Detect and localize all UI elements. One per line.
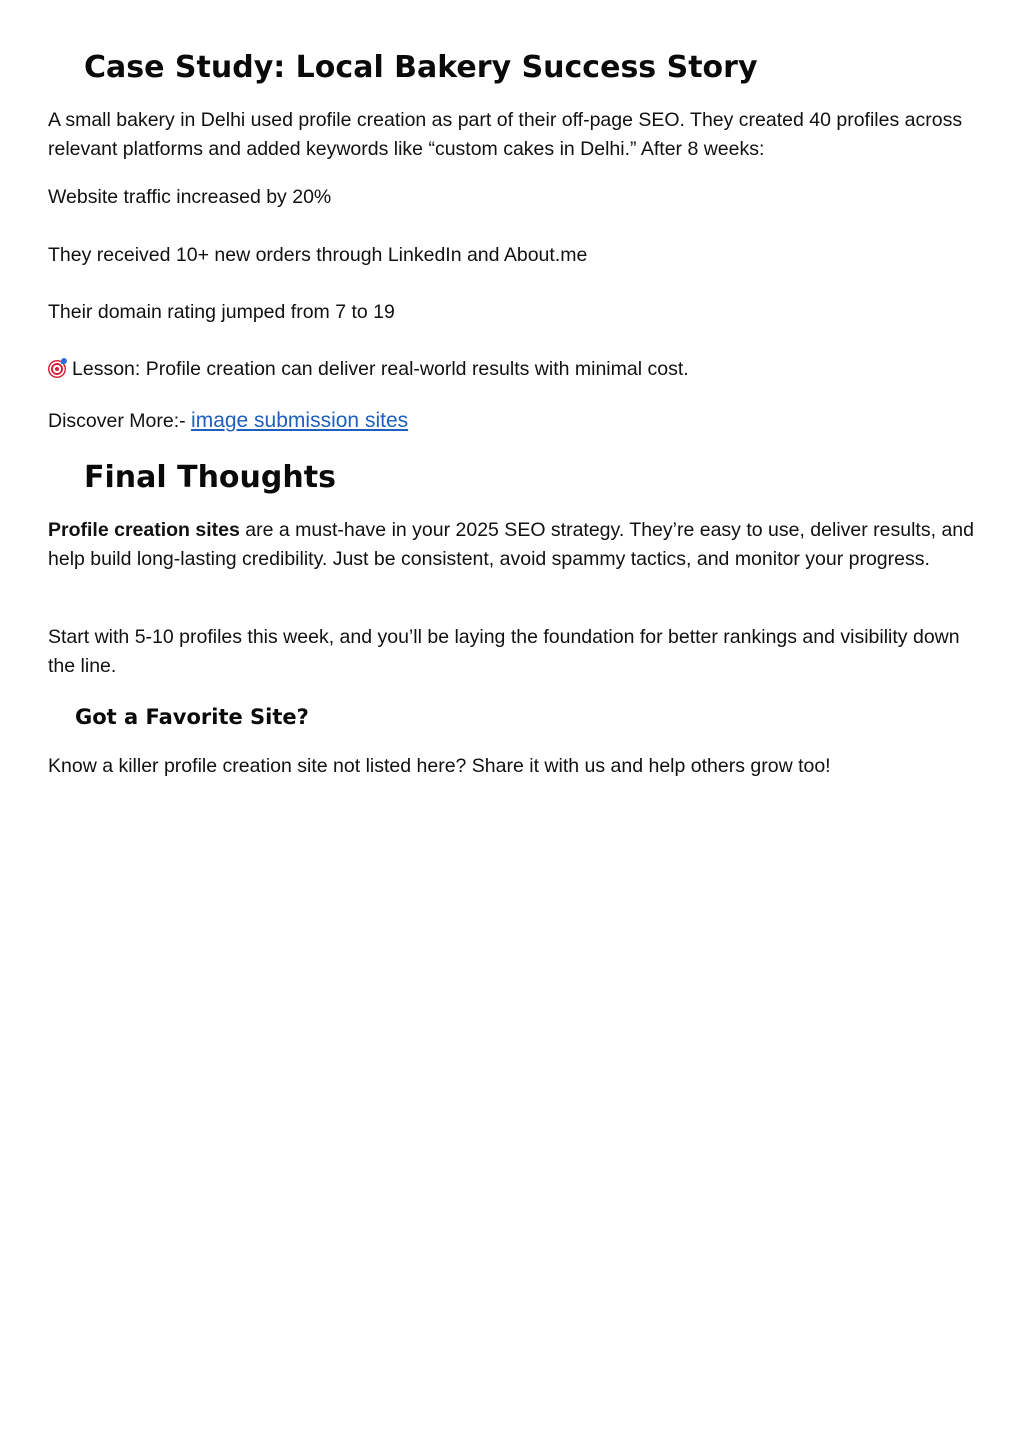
case-study-intro: A small bakery in Delhi used profile creation as part of their off-page SEO. They created 40 profiles across relevant platforms and added keywords like “custom cakes in Delhi.” After 8 weeks: [48, 109, 963, 160]
discover-more-line [48, 406, 978, 436]
lesson-text: Lesson: Profile creation can deliver real-world results with minimal cost. [72, 358, 689, 380]
final-thoughts-paragraph-1 [48, 516, 978, 574]
lesson-line [48, 355, 978, 384]
final-thoughts-heading: Final Thoughts [84, 460, 336, 495]
favorite-site-text: Know a killer profile creation site not listed here? Share it with us and help others grow too! [48, 755, 831, 777]
profile-creation-sites-bold: Profile creation sites [48, 519, 240, 541]
result-domain-rating: Their domain rating jumped from 7 to 19 [48, 301, 395, 323]
result-traffic: Website traffic increased by 20% [48, 186, 332, 208]
result-orders: They received 10+ new orders through LinkedIn and About.me [48, 244, 588, 266]
final-thoughts-paragraph-1-text: are a must-have in your 2025 SEO strategy. They’re easy to use, deliver results, and help build long-lasting credibility. Just be consistent, avoid spammy tactics, and monitor your progress. [48, 519, 974, 570]
final-thoughts-paragraph-2: Start with 5-10 profiles this week, and you’ll be laying the foundation for better rankings and visibility down the line. [48, 626, 960, 677]
favorite-site-heading: Got a Favorite Site? [75, 705, 309, 729]
discover-prefix: Discover More:- [48, 410, 192, 432]
image-submission-sites-link[interactable]: image submission sites [191, 409, 409, 432]
target-icon [48, 360, 66, 378]
case-study-heading: Case Study: Local Bakery Success Story [84, 50, 758, 85]
